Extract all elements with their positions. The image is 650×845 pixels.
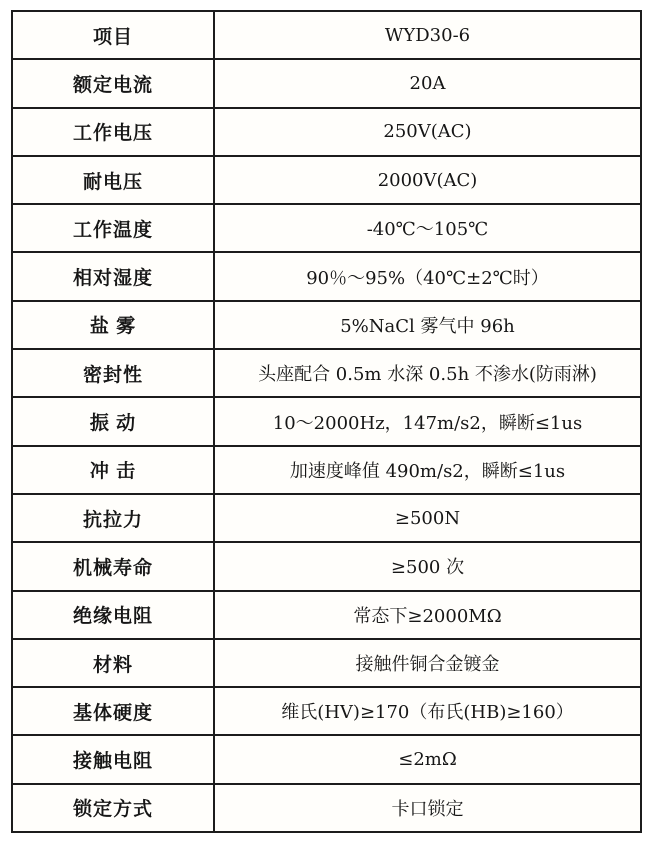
- table-row: [12, 59, 641, 107]
- table-row: [12, 11, 641, 59]
- spec-label-cell: 冲 击: [12, 446, 214, 494]
- spec-label-cell: 绝缘电阻: [12, 591, 214, 639]
- spec-label-cell: 工作电压: [12, 108, 214, 156]
- spec-label-cell: 相对湿度: [12, 252, 214, 300]
- table-row: [12, 252, 641, 300]
- spec-value-cell: 头座配合 0.5m 水深 0.5h 不渗水(防雨淋): [214, 349, 641, 397]
- table-row: [12, 301, 641, 349]
- spec-value-cell: 卡口锁定: [214, 784, 641, 832]
- table-row: [12, 784, 641, 832]
- table-row: [12, 446, 641, 494]
- spec-label-cell: 项目: [12, 11, 214, 59]
- spec-label-cell: 机械寿命: [12, 542, 214, 590]
- table-row: [12, 687, 641, 735]
- spec-label-cell: 盐 雾: [12, 301, 214, 349]
- spec-label-cell: 基体硬度: [12, 687, 214, 735]
- table-row: [12, 735, 641, 783]
- spec-label-cell: 工作温度: [12, 204, 214, 252]
- spec-value-cell: 接触件铜合金镀金: [214, 639, 641, 687]
- spec-label-cell: 抗拉力: [12, 494, 214, 542]
- table-row: [12, 349, 641, 397]
- table-row: [12, 397, 641, 445]
- table-row: [12, 639, 641, 687]
- spec-table: [11, 10, 642, 833]
- spec-value-cell: ≥500N: [214, 494, 641, 542]
- spec-value-cell: 10～2000Hz，147m/s2，瞬断≤1us: [214, 397, 641, 445]
- spec-value-cell: 20A: [214, 59, 641, 107]
- spec-label-cell: 接触电阻: [12, 735, 214, 783]
- spec-label-cell: 额定电流: [12, 59, 214, 107]
- spec-value-cell: 加速度峰值 490m/s2，瞬断≤1us: [214, 446, 641, 494]
- spec-label-cell: 锁定方式: [12, 784, 214, 832]
- spec-value-cell: WYD30-6: [214, 11, 641, 59]
- table-row: [12, 591, 641, 639]
- spec-label-cell: 材料: [12, 639, 214, 687]
- table-row: [12, 156, 641, 204]
- table-row: [12, 204, 641, 252]
- spec-label-cell: 密封性: [12, 349, 214, 397]
- spec-label-cell: 振 动: [12, 397, 214, 445]
- spec-value-cell: 5%NaCl 雾气中 96h: [214, 301, 641, 349]
- spec-value-cell: 90％～95%（40℃±2℃时）: [214, 252, 641, 300]
- spec-value-cell: ≥500 次: [214, 542, 641, 590]
- spec-value-cell: 250V(AC): [214, 108, 641, 156]
- spec-value-cell: -40℃～105℃: [214, 204, 641, 252]
- spec-value-cell: 常态下≥2000MΩ: [214, 591, 641, 639]
- spec-label-cell: 耐电压: [12, 156, 214, 204]
- table-row: [12, 108, 641, 156]
- spec-value-cell: 2000V(AC): [214, 156, 641, 204]
- table-row: [12, 494, 641, 542]
- table-row: [12, 542, 641, 590]
- spec-value-cell: ≤2mΩ: [214, 735, 641, 783]
- spec-value-cell: 维氏(HV)≥170（布氏(HB)≥160）: [214, 687, 641, 735]
